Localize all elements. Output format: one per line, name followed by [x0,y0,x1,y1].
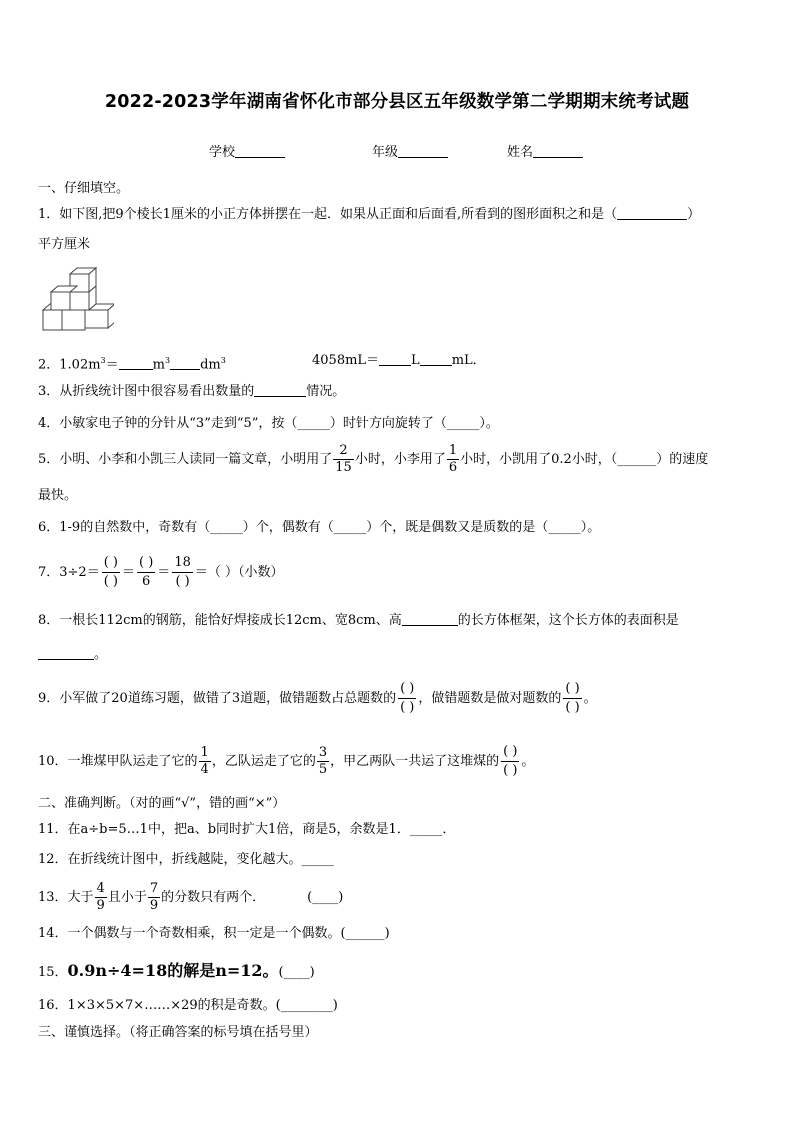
q2-blank-3[interactable] [379,353,411,366]
name-label: 姓名 [507,145,534,160]
q5-text-b: 小时，小李用了 [354,452,446,467]
cube-stack-figure [40,266,114,338]
q10-f2-denominator: 5 [318,762,328,777]
school-field [209,141,285,160]
q10-ans-numerator: ( ) [501,743,519,762]
q8-text-a: 8．一根长112cm的钢筋，能恰好焊接成长12cm、宽8cm、高 [38,613,402,628]
question-14: 14．一个偶数与一个奇数相乘，积一定是一个偶数。(______) [38,926,390,941]
q9-text-b: ，做错题数是做对题数的 [418,691,562,706]
q10-fraction-1 [199,745,211,778]
q10-text-d: 。 [521,754,535,769]
question-1 [38,206,700,224]
q13-f1-numerator: 4 [96,881,105,896]
q5-f2-denominator: 6 [448,460,458,475]
school-blank[interactable] [235,144,285,158]
question-15 [38,960,315,984]
question-12: 12．在折线统计图中，折线越陡，变化越大。_____ [38,852,335,867]
section-1-heading: 一、仔细填空。 [38,181,130,196]
q13-f1-denominator: 9 [96,898,105,913]
q10-text-a: 10．一堆煤甲队运走了它的 [38,754,198,769]
q9-f2-denominator: ( ) [565,700,580,715]
q2-sup-3: 3 [220,356,226,365]
q13-text-c: 的分数只有两个． [161,890,266,905]
q8-blank-1[interactable] [402,613,458,626]
q13-fraction-1 [95,881,107,914]
q7-f2-denominator: 6 [142,574,151,589]
q9-fraction-1[interactable] [398,680,416,717]
q10-text-b: ，乙队运走了它的 [211,754,316,769]
q2-blank-4[interactable] [420,353,452,366]
q9-f1-numerator: ( ) [398,680,416,699]
q2-eq: ＝ [105,357,119,373]
question-16: 16．1×3×5×7×……×29的积是奇数。(________) [38,998,338,1013]
q1-blank[interactable] [617,207,687,220]
q10-f1-numerator: 1 [200,745,209,760]
q3-text-b: 情况。 [306,384,346,399]
q8-text-b: 的长方体框架，这个长方体的表面积是 [457,613,679,628]
q9-text-c: 。 [583,691,597,706]
q10-text-c: ，甲乙两队一共运了这堆煤的 [330,754,500,769]
q2-sup-2: 3 [164,356,171,365]
q9-text-a: 9．小军做了20道练习题，做错了3道题，做错题数占总题数的 [38,691,397,706]
question-8 [38,612,679,630]
q7-f2-numerator: ( ) [137,554,155,573]
q2-unit-m: m [152,357,165,373]
q5-f2-numerator: 1 [448,443,458,458]
q15-answer-blank[interactable]: (____) [278,965,315,980]
question-13 [38,878,343,918]
q3-text-a: 3．从折线统计图中很容易看出数量的 [38,384,255,399]
q7-f1-numerator: ( ) [102,554,120,573]
q5-fraction-2 [447,443,459,476]
q3-blank[interactable] [254,384,306,397]
q7-f3-numerator: 18 [172,554,193,573]
q7-f3-denominator: ( ) [175,574,190,589]
q9-fraction-2[interactable] [563,680,581,717]
q5-fraction-1 [333,443,354,476]
section-2-heading: 二、准确判断。（对的画“√”，错的画“×”） [38,796,286,811]
q5-f1-numerator: 2 [333,443,354,460]
q7-fraction-3[interactable] [172,554,193,591]
exam-title: 2022-2023学年湖南省怀化市部分县区五年级数学第二学期期末统考试题 [104,92,690,112]
q2-text-e: 4058mL＝ [312,353,380,368]
q2-unit-l: L [411,353,420,368]
q8-blank-2[interactable] [38,647,94,660]
q13-text-b: 且小于 [107,890,147,905]
question-11: 11．在a÷b=5…1中，把a、b同时扩大1倍，商是5，余数是1．_____． [38,822,456,837]
name-blank[interactable] [533,144,583,158]
q10-f1-denominator: 4 [200,762,209,777]
question-5-cont: 最快。 [38,488,78,503]
q15-text-a: 15． [38,965,68,980]
question-3 [38,383,345,401]
q2-sup-1: 3 [100,356,106,365]
q7-eq-2: ＝ [157,565,171,580]
q1-text: 1．如下图,把9个棱长1厘米的小正方体拼摆在一起．如果从正面和后面看,所看到的图形面积之和是（ [38,207,618,222]
q13-answer-blank[interactable]: (____) [307,890,344,905]
q9-f1-denominator: ( ) [400,700,415,715]
q2-blank-1[interactable] [119,357,153,370]
q13-f2-numerator: 7 [149,881,159,896]
q2-unit-dm: dm [200,357,221,373]
q10-f2-numerator: 3 [318,745,328,760]
question-6: 6．1-9的自然数中，奇数有（_____）个，偶数有（_____）个，既是偶数又是质数的是（_____）。 [38,520,601,535]
q8-text-c: 。 [94,647,108,662]
question-4: 4．小敏家电子钟的分针从“3”走到“5”，按（_____）时针方向旋转了（_____）。 [38,416,499,431]
q2-blank-2[interactable] [170,357,200,370]
q10-ans-denominator: ( ) [503,763,518,778]
q2-text-a: 2．1.02m [38,357,101,373]
school-label: 学校 [209,145,236,160]
q7-fraction-2[interactable] [137,554,155,591]
q7-fraction-1[interactable] [102,554,120,591]
question-5 [38,440,708,480]
q2-unit-ml: mL． [451,353,486,368]
q7-text-a: 7．3÷2＝ [38,565,100,580]
question-10 [38,739,534,785]
q9-f2-numerator: ( ) [563,680,581,699]
q1-close: ） [687,207,701,222]
question-9 [38,676,597,722]
q13-f2-denominator: 9 [149,898,159,913]
grade-blank[interactable] [398,144,448,158]
q7-f1-denominator: ( ) [103,574,118,589]
q7-text-b: ＝（ ）（小数） [194,565,284,580]
q10-fraction-2 [317,745,329,778]
question-1-unit: 平方厘米 [38,237,91,252]
question-8-cont [38,646,107,664]
q13-text-a: 13．大于 [38,890,94,905]
section-3-heading: 三、谨慎选择。（将正确答案的标号填在括号里） [38,1025,318,1040]
question-2-part-2 [312,352,486,370]
grade-label: 年级 [372,145,399,160]
q5-f1-denominator: 15 [335,460,352,475]
q5-text-c: 小时，小凯用了0.2小时，（______）的速度 [460,452,709,467]
q13-fraction-2 [148,881,160,914]
question-2 [38,352,226,374]
q15-text-b: 0.9n÷4=18的解是n=12。 [67,961,279,980]
q10-fraction-answer[interactable] [501,743,519,780]
q5-text-a: 5．小明、小李和小凯三人读同一篇文章，小明用了 [38,452,333,467]
grade-field [372,141,448,160]
q7-eq-1: ＝ [122,565,136,580]
question-7 [38,550,284,596]
name-field [507,141,583,160]
